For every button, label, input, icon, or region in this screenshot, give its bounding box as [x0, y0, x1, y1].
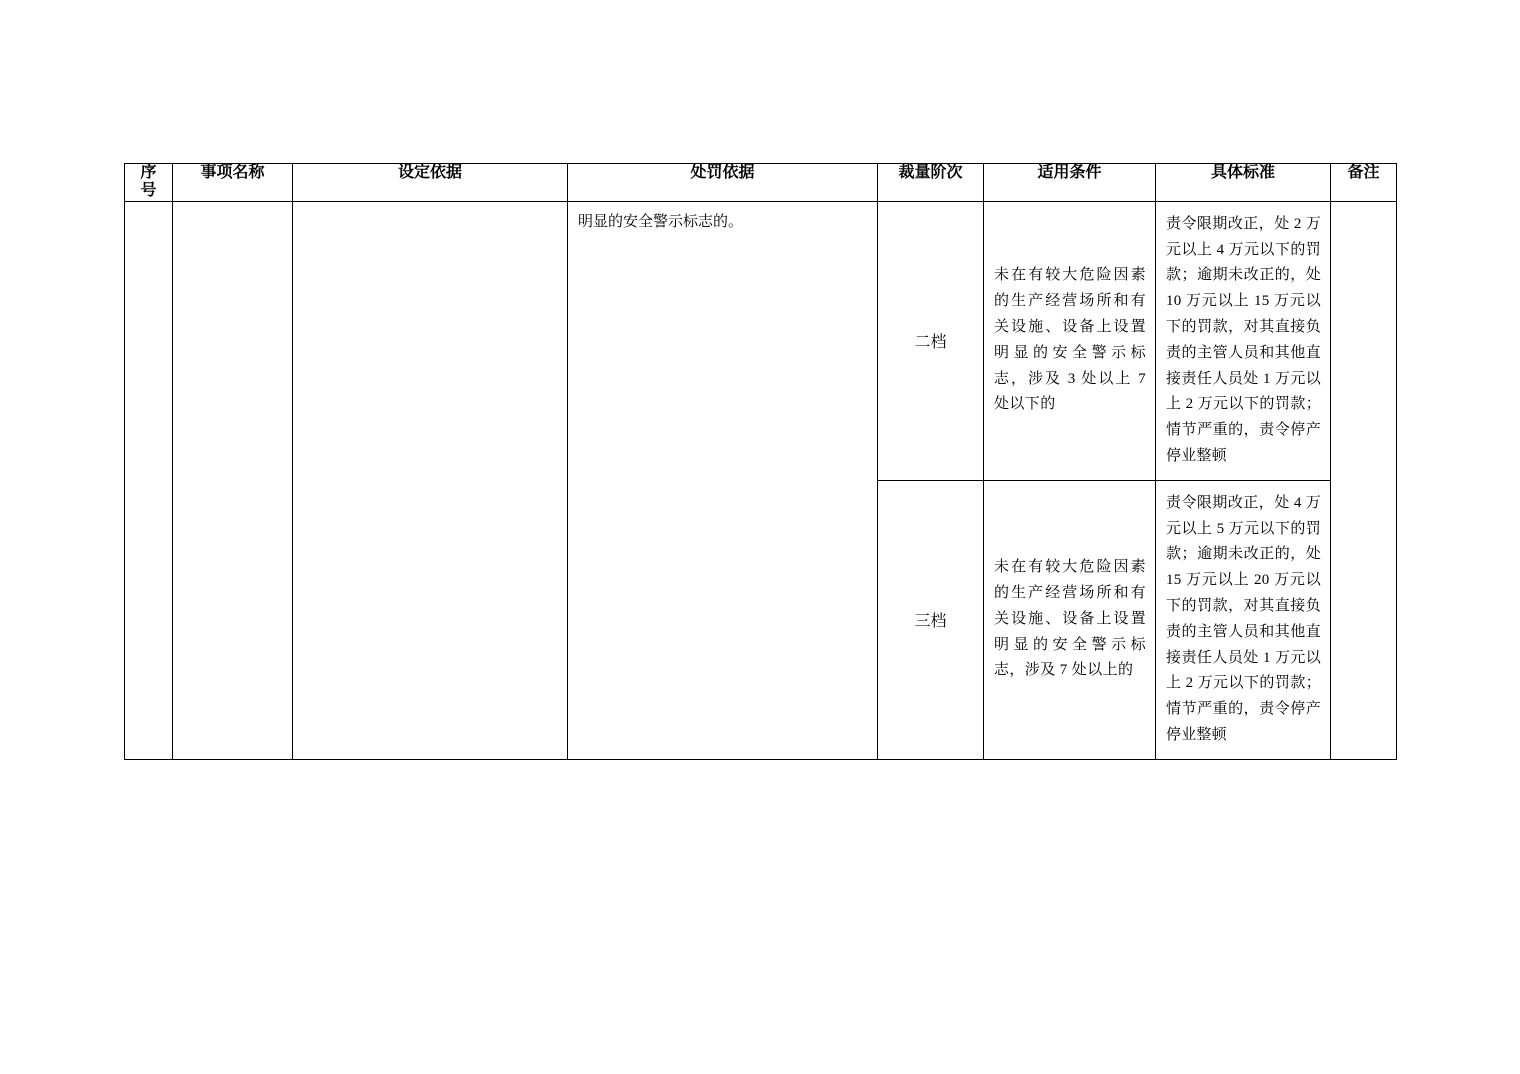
- cell-specific-standard: [1156, 480, 1331, 759]
- column-header-item-name: 事项名称: [173, 164, 293, 202]
- applicable-condition-text: 未在有较大危险因素的生产经营场所和有关设施、设备上设置明显的安全警示标志，涉及 3 处以上 7 处以下的: [994, 267, 1146, 413]
- table-row: [125, 201, 1397, 480]
- cell-punishment-basis: [568, 201, 878, 759]
- specific-standard-text: 责令限期改正，处 2 万元以上 4 万元以下的罚款；逾期未改正的，处 10 万元以上 15 万元以下的罚款，对其直接负责的主管人员和其他直接责任人员处 1 万元以上 2 万元以下的罚款；情节严重的，责令停产停业整顿: [1166, 215, 1321, 464]
- column-header-discretion-level: 裁量阶次: [878, 164, 984, 202]
- column-header-setting-basis: 设定依据: [293, 164, 568, 202]
- table-header-row: [125, 164, 1397, 202]
- column-header-applicable-condition: 适用条件: [984, 164, 1156, 202]
- column-header-punishment-basis: 处罚依据: [568, 164, 878, 202]
- cell-setting-basis: [293, 201, 568, 759]
- cell-specific-standard: [1156, 201, 1331, 480]
- specific-standard-text: 责令限期改正，处 4 万元以上 5 万元以下的罚款；逾期未改正的，处 15 万元以上 20 万元以下的罚款，对其直接负责的主管人员和其他直接责任人员处 1 万元以上 2 万元以下的罚款；情节严重的，责令停产停业整顿: [1166, 494, 1321, 743]
- column-header-specific-standard: 具体标准: [1156, 164, 1331, 202]
- cell-remark: [1331, 201, 1397, 759]
- column-header-remark: 备注: [1331, 164, 1397, 202]
- cell-discretion-level: 三档: [878, 480, 984, 759]
- column-header-seq: 序 号: [125, 164, 173, 202]
- cell-applicable-condition: [984, 201, 1156, 480]
- cell-discretion-level: 二档: [878, 201, 984, 480]
- cell-item-name: [173, 201, 293, 759]
- applicable-condition-text: 未在有较大危险因素的生产经营场所和有关设施、设备上设置明显的安全警示标志，涉及 7 处以上的: [994, 559, 1146, 679]
- cell-applicable-condition: [984, 480, 1156, 759]
- discretion-standard-table: [124, 163, 1397, 760]
- punishment-basis-text: 明显的安全警示标志的。: [578, 213, 744, 230]
- cell-seq: [125, 201, 173, 759]
